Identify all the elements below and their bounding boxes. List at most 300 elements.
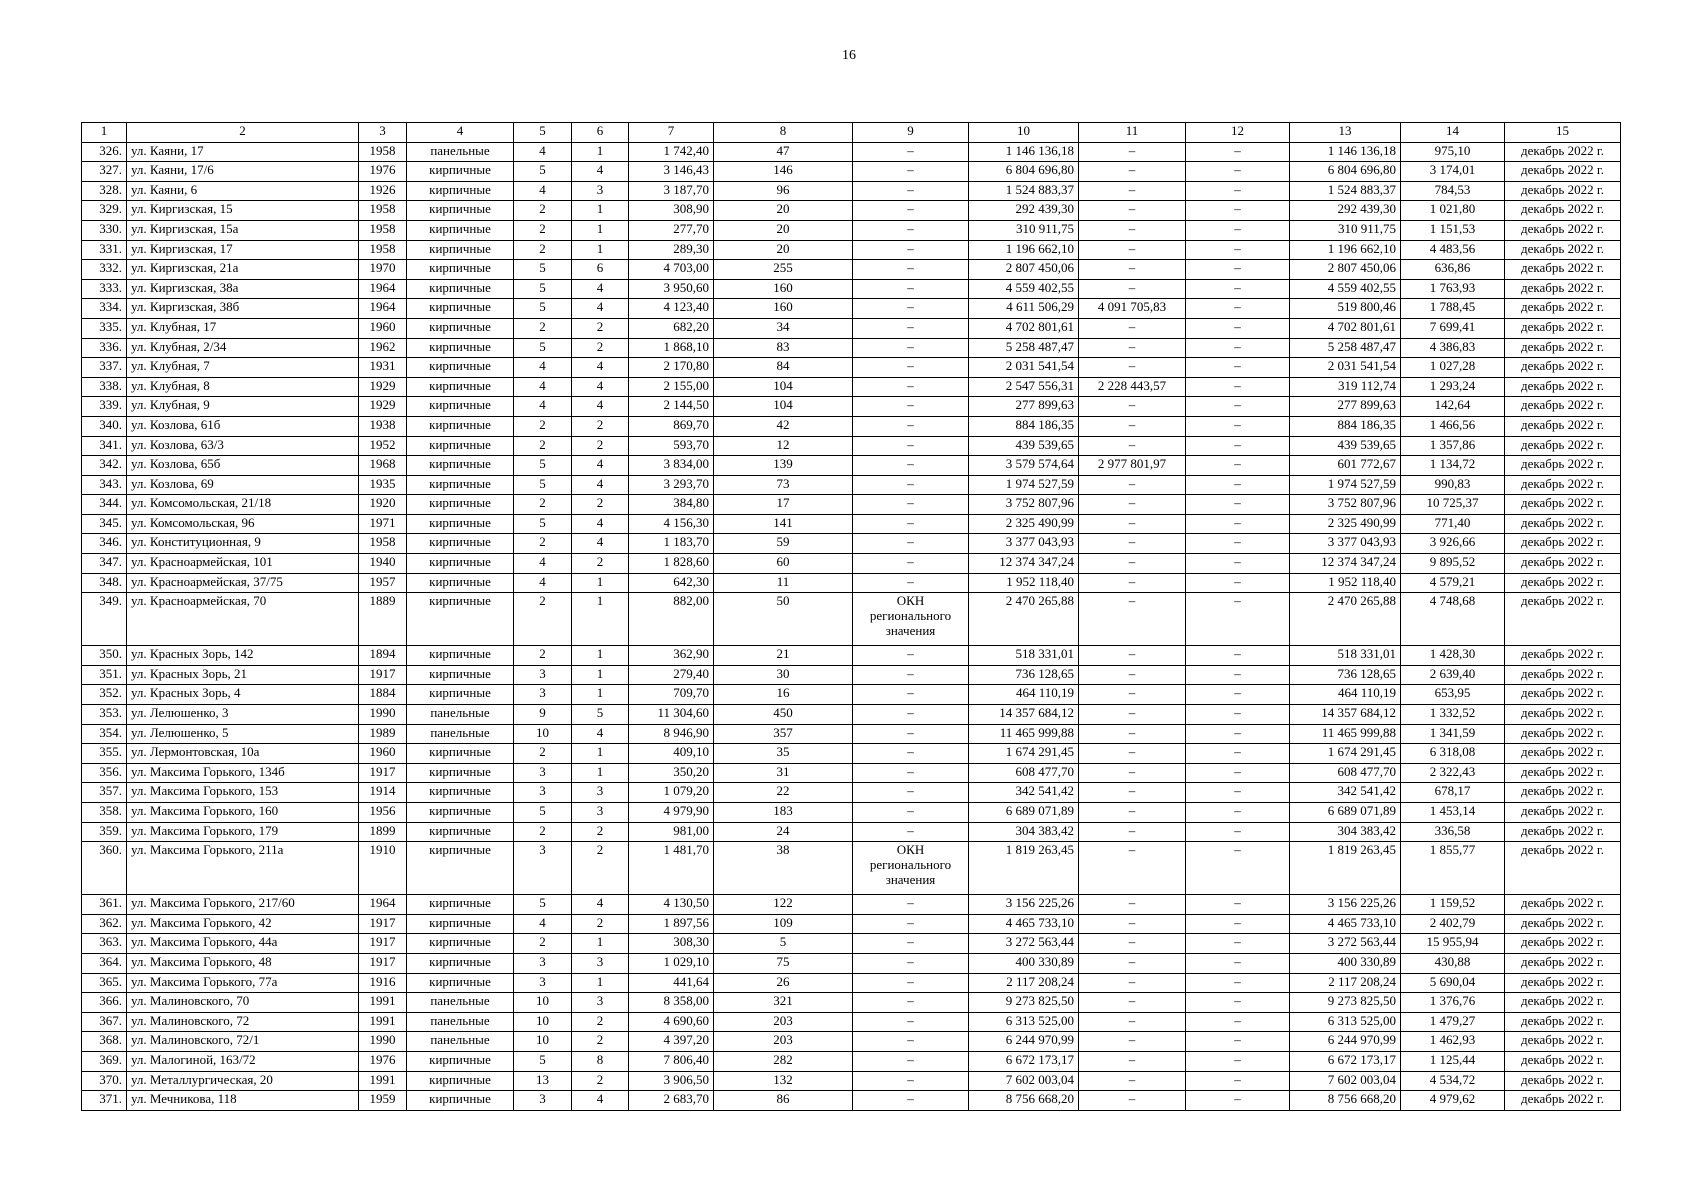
table-cell: 1 974 527,59 [969, 475, 1079, 495]
table-cell: декабрь 2022 г. [1505, 993, 1621, 1013]
table-cell: – [853, 240, 969, 260]
table-cell: 4 [572, 534, 629, 554]
table-cell: 1989 [359, 724, 407, 744]
table-cell: 3 272 563,44 [969, 934, 1079, 954]
table-cell: 366. [82, 993, 127, 1013]
table-cell: 882,00 [629, 593, 714, 646]
table-cell: 122 [714, 895, 853, 915]
table-cell: ул. Малогиной, 163/72 [127, 1051, 359, 1071]
table-cell: 342. [82, 456, 127, 476]
table-cell: 4 690,60 [629, 1012, 714, 1032]
table-cell: декабрь 2022 г. [1505, 181, 1621, 201]
table-row [82, 358, 1621, 378]
table-body [82, 142, 1621, 1110]
table-cell: 11 304,60 [629, 705, 714, 725]
table-cell: 601 772,67 [1290, 456, 1401, 476]
table-cell: 345. [82, 514, 127, 534]
table-cell: 1 [572, 240, 629, 260]
table-cell: – [1186, 475, 1290, 495]
table-cell: 340. [82, 416, 127, 436]
table-cell: – [1186, 763, 1290, 783]
table-cell: 357. [82, 783, 127, 803]
table-cell: – [1186, 934, 1290, 954]
table-cell: декабрь 2022 г. [1505, 534, 1621, 554]
table-row [82, 593, 1621, 646]
table-cell: 336. [82, 338, 127, 358]
table-row [82, 914, 1621, 934]
table-cell: 1960 [359, 744, 407, 764]
table-cell: 5 [514, 279, 572, 299]
table-cell: 1970 [359, 260, 407, 280]
table-cell: ул. Клубная, 2/34 [127, 338, 359, 358]
table-cell: 3 [514, 953, 572, 973]
table-cell: 2 [572, 495, 629, 515]
table-cell: 1976 [359, 162, 407, 182]
table-cell: ул. Лелюшенко, 3 [127, 705, 359, 725]
page-number: 16 [842, 48, 856, 63]
table-cell: 3 [572, 181, 629, 201]
table-cell: 4 979,62 [1401, 1091, 1505, 1111]
table-cell: 4 [514, 377, 572, 397]
table-cell: 4 091 705,83 [1079, 299, 1186, 319]
table-cell: 3 [572, 993, 629, 1013]
table-cell: 86 [714, 1091, 853, 1111]
table-cell: 1962 [359, 338, 407, 358]
table-cell: – [853, 181, 969, 201]
table-cell: – [853, 534, 969, 554]
table-cell: – [853, 279, 969, 299]
table-cell: – [1186, 514, 1290, 534]
table-cell: – [853, 338, 969, 358]
table-cell: 2 [572, 416, 629, 436]
table-cell: – [853, 953, 969, 973]
table-cell: 47 [714, 142, 853, 162]
table-cell: ОКН регионального значения [853, 593, 969, 646]
table-cell: 593,70 [629, 436, 714, 456]
table-cell: кирпичные [407, 685, 514, 705]
table-cell: 304 383,42 [1290, 822, 1401, 842]
table-cell: 59 [714, 534, 853, 554]
table-cell: 1 [572, 220, 629, 240]
table-cell: 26 [714, 973, 853, 993]
table-row [82, 554, 1621, 574]
table-cell: кирпичные [407, 475, 514, 495]
table-cell: 4 [514, 181, 572, 201]
table-cell: 2 977 801,97 [1079, 456, 1186, 476]
table-cell: ул. Киргизская, 21а [127, 260, 359, 280]
table-cell: – [1079, 162, 1186, 182]
table-cell: 8 756 668,20 [969, 1091, 1079, 1111]
table-cell: 3 [572, 953, 629, 973]
table-row [82, 646, 1621, 666]
table-cell: ул. Козлова, 63/3 [127, 436, 359, 456]
table-cell: кирпичные [407, 973, 514, 993]
table-cell: 5 [514, 456, 572, 476]
table-cell: 4 [572, 475, 629, 495]
table-cell: 1 [572, 573, 629, 593]
table-cell: 1 897,56 [629, 914, 714, 934]
table-cell: 1 079,20 [629, 783, 714, 803]
table-cell: 9 [514, 705, 572, 725]
table-cell: – [1186, 162, 1290, 182]
table-row [82, 895, 1621, 915]
table-cell: 884 186,35 [969, 416, 1079, 436]
table-cell: 1 [572, 685, 629, 705]
table-cell: 4 483,56 [1401, 240, 1505, 260]
table-cell: 975,10 [1401, 142, 1505, 162]
table-cell: декабрь 2022 г. [1505, 803, 1621, 823]
table-cell: 6 804 696,80 [969, 162, 1079, 182]
table-cell: декабрь 2022 г. [1505, 260, 1621, 280]
table-cell: 653,95 [1401, 685, 1505, 705]
table-cell: 1 027,28 [1401, 358, 1505, 378]
table-cell: кирпичные [407, 162, 514, 182]
table-cell: 3 579 574,64 [969, 456, 1079, 476]
table-cell: 9 273 825,50 [969, 993, 1079, 1013]
table-cell: – [853, 705, 969, 725]
table-cell: 1 524 883,37 [969, 181, 1079, 201]
table-cell: 142,64 [1401, 397, 1505, 417]
table-cell: декабрь 2022 г. [1505, 842, 1621, 895]
table-cell: 2 470 265,88 [1290, 593, 1401, 646]
table-cell: 1 868,10 [629, 338, 714, 358]
table-cell: кирпичные [407, 358, 514, 378]
table-row [82, 763, 1621, 783]
table-cell: – [1079, 397, 1186, 417]
table-cell: 1938 [359, 416, 407, 436]
table-cell: 519 800,46 [1290, 299, 1401, 319]
table-cell: – [1079, 554, 1186, 574]
table-cell: 4 156,30 [629, 514, 714, 534]
table-cell: 310 911,75 [969, 220, 1079, 240]
table-cell: 3 752 807,96 [1290, 495, 1401, 515]
table-cell: 10 725,37 [1401, 495, 1505, 515]
table-cell: 3 156 225,26 [1290, 895, 1401, 915]
table-cell: ул. Красных Зорь, 21 [127, 665, 359, 685]
table-cell: 5 [514, 514, 572, 534]
table-cell: декабрь 2022 г. [1505, 338, 1621, 358]
table-cell: 1990 [359, 1032, 407, 1052]
table-cell: 10 [514, 1012, 572, 1032]
table-cell: 350. [82, 646, 127, 666]
table-cell: 337. [82, 358, 127, 378]
table-cell: ул. Каяни, 17 [127, 142, 359, 162]
table-cell: 6 672 173,17 [969, 1051, 1079, 1071]
table-cell: 2 [514, 744, 572, 764]
table-cell: 1 029,10 [629, 953, 714, 973]
table-cell: 4 534,72 [1401, 1071, 1505, 1091]
table-cell: 2 [514, 201, 572, 221]
table-cell: 5 258 487,47 [969, 338, 1079, 358]
table-cell: 1914 [359, 783, 407, 803]
table-cell: кирпичные [407, 299, 514, 319]
table-row [82, 934, 1621, 954]
table-cell: ул. Клубная, 17 [127, 318, 359, 338]
table-cell: 11 [714, 573, 853, 593]
table-cell: 4 [572, 358, 629, 378]
column-header: 1 [82, 123, 127, 143]
table-cell: 1990 [359, 705, 407, 725]
table-cell: панельные [407, 993, 514, 1013]
table-cell: – [853, 299, 969, 319]
table-cell: 2 170,80 [629, 358, 714, 378]
table-cell: ул. Лермонтовская, 10а [127, 744, 359, 764]
table-cell: – [1079, 934, 1186, 954]
table-cell: ул. Клубная, 7 [127, 358, 359, 378]
table-row [82, 142, 1621, 162]
table-cell: 441,64 [629, 973, 714, 993]
table-cell: – [1079, 181, 1186, 201]
table-cell: – [853, 260, 969, 280]
table-cell: 1894 [359, 646, 407, 666]
table-cell: кирпичные [407, 436, 514, 456]
table-cell: 1 [572, 142, 629, 162]
table-cell: 2 [514, 534, 572, 554]
table-cell: 4 703,00 [629, 260, 714, 280]
table-cell: 3 906,50 [629, 1071, 714, 1091]
table-cell: 319 112,74 [1290, 377, 1401, 397]
table-cell: 4 559 402,55 [1290, 279, 1401, 299]
table-cell: 42 [714, 416, 853, 436]
table-cell: декабрь 2022 г. [1505, 416, 1621, 436]
table-cell: 308,30 [629, 934, 714, 954]
table-row [82, 456, 1621, 476]
table-cell: 13 [514, 1071, 572, 1091]
table-cell: 5 [514, 803, 572, 823]
table-cell: 12 [714, 436, 853, 456]
table-cell: – [1186, 705, 1290, 725]
table-cell: 2 155,00 [629, 377, 714, 397]
table-cell: декабрь 2022 г. [1505, 763, 1621, 783]
table-cell: 34 [714, 318, 853, 338]
table-cell: ул. Малиновского, 72 [127, 1012, 359, 1032]
table-cell: ул. Малиновского, 70 [127, 993, 359, 1013]
table-cell: 96 [714, 181, 853, 201]
table-cell: 3 926,66 [1401, 534, 1505, 554]
table-cell: декабрь 2022 г. [1505, 397, 1621, 417]
table-row [82, 783, 1621, 803]
table-cell: 6 689 071,89 [1290, 803, 1401, 823]
table-cell: декабрь 2022 г. [1505, 914, 1621, 934]
table-cell: – [1186, 260, 1290, 280]
table-cell: 1 952 118,40 [1290, 573, 1401, 593]
table-cell: 1 788,45 [1401, 299, 1505, 319]
table-cell: 360. [82, 842, 127, 895]
table-cell: 363. [82, 934, 127, 954]
table-cell: кирпичные [407, 181, 514, 201]
table-cell: 884 186,35 [1290, 416, 1401, 436]
table-cell: – [1079, 1091, 1186, 1111]
table-cell: 1 819 263,45 [969, 842, 1079, 895]
table-cell: кирпичные [407, 534, 514, 554]
table-cell: 709,70 [629, 685, 714, 705]
table-cell: – [1079, 260, 1186, 280]
table-cell: 3 293,70 [629, 475, 714, 495]
table-cell: 4 [572, 377, 629, 397]
table-cell: декабрь 2022 г. [1505, 162, 1621, 182]
table-cell: – [1186, 220, 1290, 240]
table-cell: 3 752 807,96 [969, 495, 1079, 515]
table-row [82, 1071, 1621, 1091]
table-cell: 4 [572, 514, 629, 534]
table-cell: ул. Козлова, 69 [127, 475, 359, 495]
table-cell: 333. [82, 279, 127, 299]
table-cell: – [1079, 763, 1186, 783]
table-cell: 4 [572, 895, 629, 915]
table-cell: – [1186, 803, 1290, 823]
table-cell: 4 130,50 [629, 895, 714, 915]
table-cell: ул. Максима Горького, 77а [127, 973, 359, 993]
table-cell: 2 [572, 1012, 629, 1032]
table-cell: 367. [82, 1012, 127, 1032]
table-cell: 1964 [359, 895, 407, 915]
table-cell: 282 [714, 1051, 853, 1071]
table-cell: 4 [514, 142, 572, 162]
table-cell: 518 331,01 [969, 646, 1079, 666]
table-cell: 1917 [359, 665, 407, 685]
table-cell: 350,20 [629, 763, 714, 783]
table-cell: 2 [514, 495, 572, 515]
table-cell: ул. Красноармейская, 37/75 [127, 573, 359, 593]
table-cell: 6 313 525,00 [1290, 1012, 1401, 1032]
table-cell: 14 357 684,12 [1290, 705, 1401, 725]
table-cell: 1 828,60 [629, 554, 714, 574]
table-cell: 4 [514, 914, 572, 934]
table-cell: 1991 [359, 993, 407, 1013]
table-cell: 736 128,65 [969, 665, 1079, 685]
table-cell: 1 332,52 [1401, 705, 1505, 725]
table-row [82, 973, 1621, 993]
table-cell: – [1186, 181, 1290, 201]
table-cell: 6 672 173,17 [1290, 1051, 1401, 1071]
table-cell: 4 [514, 397, 572, 417]
table-cell: 20 [714, 240, 853, 260]
table-cell: ул. Красноармейская, 101 [127, 554, 359, 574]
table-cell: 83 [714, 338, 853, 358]
table-cell: 358. [82, 803, 127, 823]
table-cell: – [1186, 338, 1290, 358]
table-cell: 6 318,08 [1401, 744, 1505, 764]
table-cell: – [853, 665, 969, 685]
table-cell: декабрь 2022 г. [1505, 299, 1621, 319]
table-cell: 464 110,19 [969, 685, 1079, 705]
table-cell: – [853, 646, 969, 666]
table-cell: 2 [572, 554, 629, 574]
table-cell: 5 [514, 162, 572, 182]
table-cell: кирпичные [407, 495, 514, 515]
table-cell: кирпичные [407, 934, 514, 954]
table-cell: – [853, 377, 969, 397]
table-cell: 1 481,70 [629, 842, 714, 895]
table-cell: 1 [572, 593, 629, 646]
table-cell: 2 [514, 220, 572, 240]
table-cell: 1889 [359, 593, 407, 646]
table-cell: – [1079, 436, 1186, 456]
table-row [82, 220, 1621, 240]
table-cell: 409,10 [629, 744, 714, 764]
table-cell: – [853, 822, 969, 842]
table-cell: – [853, 1091, 969, 1111]
table-row [82, 397, 1621, 417]
column-header: 9 [853, 123, 969, 143]
column-header: 8 [714, 123, 853, 143]
column-header: 10 [969, 123, 1079, 143]
table-cell: кирпичные [407, 953, 514, 973]
table-cell: ул. Лелюшенко, 5 [127, 724, 359, 744]
table-cell: 342 541,42 [1290, 783, 1401, 803]
table-row [82, 803, 1621, 823]
table-cell: – [1079, 495, 1186, 515]
table-cell: 1 974 527,59 [1290, 475, 1401, 495]
table-cell: – [1079, 514, 1186, 534]
table-cell: 7 699,41 [1401, 318, 1505, 338]
table-cell: кирпичные [407, 744, 514, 764]
table-cell: 1958 [359, 534, 407, 554]
table-cell: декабрь 2022 г. [1505, 377, 1621, 397]
table-cell: 2 402,79 [1401, 914, 1505, 934]
table-cell: панельные [407, 705, 514, 725]
table-cell: 5 258 487,47 [1290, 338, 1401, 358]
table-cell: панельные [407, 1032, 514, 1052]
table-cell: 326. [82, 142, 127, 162]
table-cell: – [853, 914, 969, 934]
table-cell: 384,80 [629, 495, 714, 515]
table-cell: – [853, 416, 969, 436]
table-cell: – [853, 220, 969, 240]
table-cell: кирпичные [407, 201, 514, 221]
table-cell: 2 [514, 240, 572, 260]
table-cell: 321 [714, 993, 853, 1013]
table-cell: 1959 [359, 1091, 407, 1111]
table-cell: 20 [714, 201, 853, 221]
table-cell: 4 386,83 [1401, 338, 1505, 358]
table-cell: 3 [514, 685, 572, 705]
table-cell: 2 322,43 [1401, 763, 1505, 783]
table-cell: 6 689 071,89 [969, 803, 1079, 823]
table-cell: 1917 [359, 953, 407, 973]
table-cell: – [853, 201, 969, 221]
table-cell: 1 763,93 [1401, 279, 1505, 299]
table-row [82, 495, 1621, 515]
table-cell: – [853, 554, 969, 574]
table-cell: 5 [514, 299, 572, 319]
table-cell: 3 [572, 803, 629, 823]
table-cell: декабрь 2022 г. [1505, 783, 1621, 803]
table-cell: 7 602 003,04 [969, 1071, 1079, 1091]
table-cell: 2 [514, 593, 572, 646]
table-cell: ул. Каяни, 6 [127, 181, 359, 201]
table-cell: 332. [82, 260, 127, 280]
table-cell: – [1186, 534, 1290, 554]
table-cell: – [1079, 240, 1186, 260]
table-cell: 608 477,70 [1290, 763, 1401, 783]
table-cell: 1 134,72 [1401, 456, 1505, 476]
table-cell: декабрь 2022 г. [1505, 201, 1621, 221]
table-cell: декабрь 2022 г. [1505, 934, 1621, 954]
table-cell: 4 [572, 162, 629, 182]
table-cell: ул. Максима Горького, 134б [127, 763, 359, 783]
table-row [82, 416, 1621, 436]
table-cell: – [853, 1012, 969, 1032]
table-cell: панельные [407, 1012, 514, 1032]
table-cell: 1899 [359, 822, 407, 842]
table-cell: декабрь 2022 г. [1505, 142, 1621, 162]
table-cell: 20 [714, 220, 853, 240]
table-cell: – [1186, 593, 1290, 646]
table-cell: 7 806,40 [629, 1051, 714, 1071]
table-cell: 3 146,43 [629, 162, 714, 182]
table-cell: 347. [82, 554, 127, 574]
